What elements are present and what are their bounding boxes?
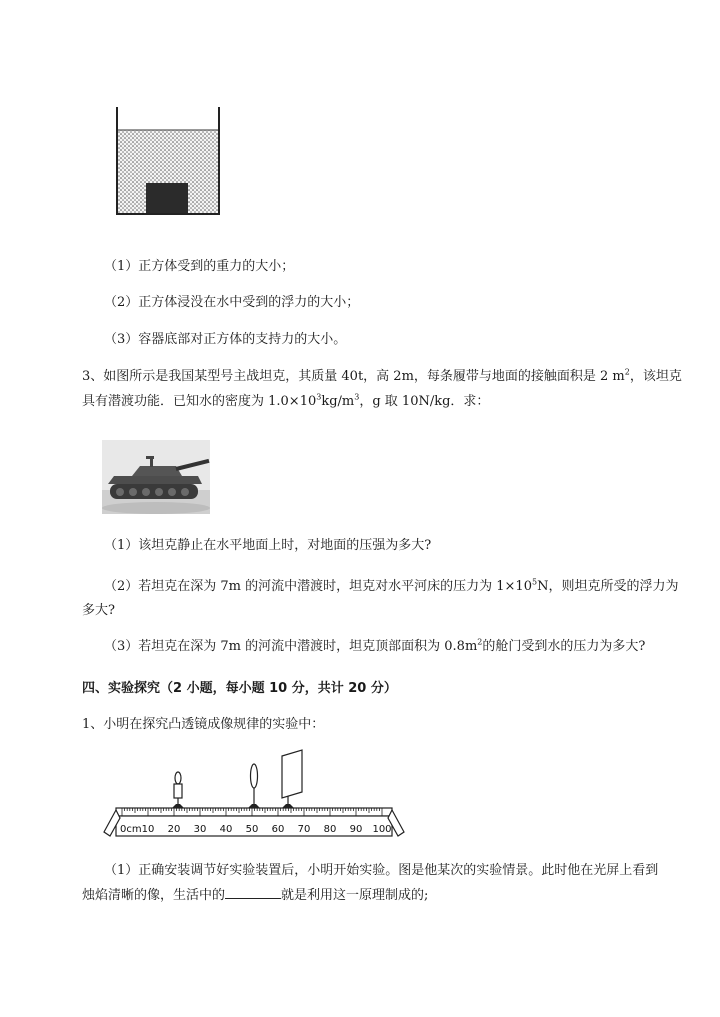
q3-part-2-line1: （2）若坦克在深为 7m 的河流中潜渡时，坦克对水平河床的压力为 $1\times 10^5N$，则坦克所受的浮力为: [104, 577, 679, 594]
q2-part-3: （3）容器底部对正方体的支持力的大小。: [104, 332, 347, 347]
container-figure: [112, 105, 232, 220]
section-4-title: 四、实验探究（2 小题，每小题 10 分，共计 20 分）: [82, 681, 397, 696]
screen-icon: [282, 750, 302, 808]
q3-stem-line2: 具有潜渡功能．已知水的密度为 $1.0\times 10^3kg/m^3$，g 取 10N/kg．求：: [82, 392, 490, 409]
bench-tick-label: 100: [372, 824, 392, 835]
bench-tick-label: 90: [349, 824, 363, 835]
candle-icon: [174, 772, 182, 808]
tank-photo: [102, 440, 210, 514]
q3-stem-line1: 3、如图所示是我国某型号主战坦克，其质量 40t，高 2m，每条履带与地面的接触面积是 2 $m^2$，该坦克: [82, 367, 682, 384]
bench-tick-label: 50: [245, 824, 259, 835]
answer-blank[interactable]: [225, 886, 281, 899]
optical-bench-figure: [100, 748, 410, 844]
q3-part-2-line2: 多大?: [82, 603, 115, 618]
section-4-q1-part-1-line2: 烛焰清晰的像，生活中的 就是利用这一原理制成的;: [82, 888, 429, 903]
bench-tick-label: 30: [193, 824, 207, 835]
q2-part-1: （1）正方体受到的重力的大小；: [104, 259, 295, 274]
q3-part-1: （1）该坦克静止在水平地面上时，对地面的压强为多大?: [104, 538, 432, 553]
cube: [146, 183, 188, 214]
bench-tick-label: 60: [271, 824, 285, 835]
bench-tick-label: 80: [323, 824, 337, 835]
q3-part-3: （3）若坦克在深为 7m 的河流中潜渡时，坦克顶部面积为 $0.8m^2$的舱门受到水的压力为多大?: [104, 637, 646, 654]
bench-tick-label: 40: [219, 824, 233, 835]
unit-label: 0cm: [120, 824, 142, 835]
bench-tick-label: 70: [297, 824, 311, 835]
lens-icon: [251, 764, 258, 808]
q2-part-2: （2）正方体浸没在水中受到的浮力的大小；: [104, 295, 360, 310]
section-4-q1-part-1-line1: （1）正确安装调节好实验装置后，小明开始实验。图是他某次的实验情景。此时他在光屏上看到: [104, 863, 659, 878]
bench-tick-label: 20: [167, 824, 181, 835]
section-4-q1: 1、小明在探究凸透镜成像规律的实验中：: [82, 717, 325, 732]
bench-tick-label: 10: [141, 824, 155, 835]
